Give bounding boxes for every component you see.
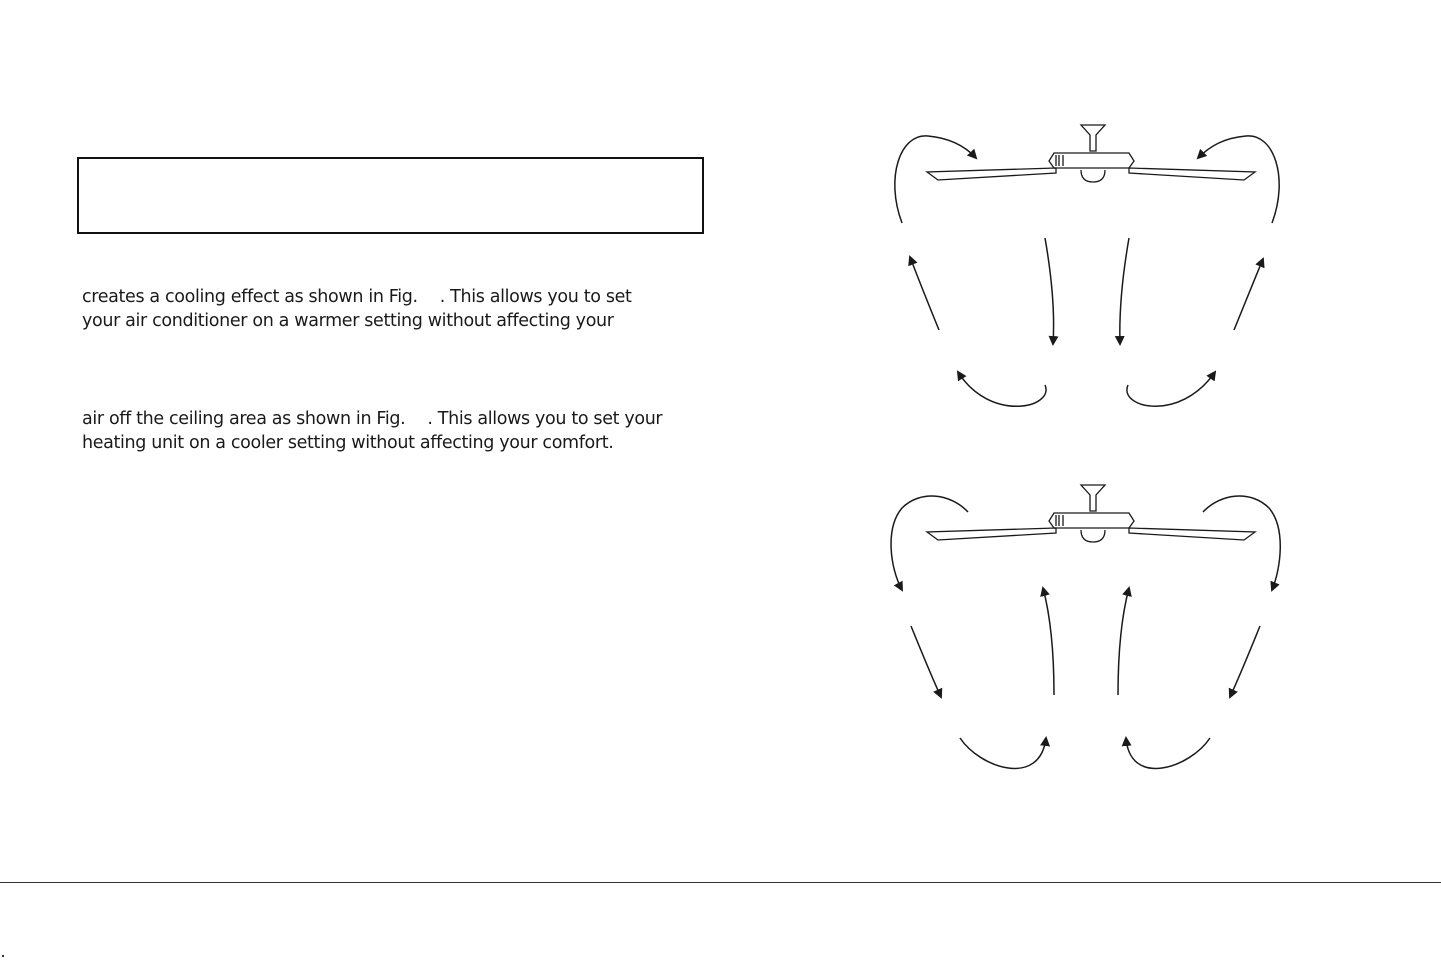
paragraph-cooling <box>82 285 702 333</box>
paragraph-heating-line-1-end: . This allows you to set your <box>427 409 663 429</box>
airflow-arrows-down <box>895 136 1279 406</box>
notice-box <box>77 157 704 234</box>
paragraph-heating-line-2: heating unit on a cooler setting without affecting your comfort. <box>82 433 614 453</box>
ceiling-fan-downdraft-figure <box>880 118 1290 418</box>
updraft-diagram <box>880 478 1290 778</box>
paragraph-heating-line-1-start: air off the ceiling area as shown in Fig. <box>82 409 406 429</box>
airflow-arrows-up <box>891 496 1280 768</box>
ceiling-fan-icon <box>927 485 1255 542</box>
paragraph-cooling-line-1 <box>82 285 702 309</box>
paragraph-cooling-line-1-start: creates a cooling effect as shown in Fig. <box>82 287 418 307</box>
ceiling-fan-updraft-figure <box>880 478 1290 778</box>
paragraph-heating-line-1 <box>82 407 702 431</box>
ceiling-fan-icon <box>927 125 1255 182</box>
footer-divider <box>0 882 1441 883</box>
paragraph-cooling-line-2: your air conditioner on a warmer setting without affecting your <box>82 311 614 331</box>
paragraph-cooling-line-1-end: . This allows you to set <box>439 287 632 307</box>
paragraph-heating <box>82 407 702 455</box>
page-mark <box>2 955 4 957</box>
downdraft-diagram <box>880 118 1290 418</box>
